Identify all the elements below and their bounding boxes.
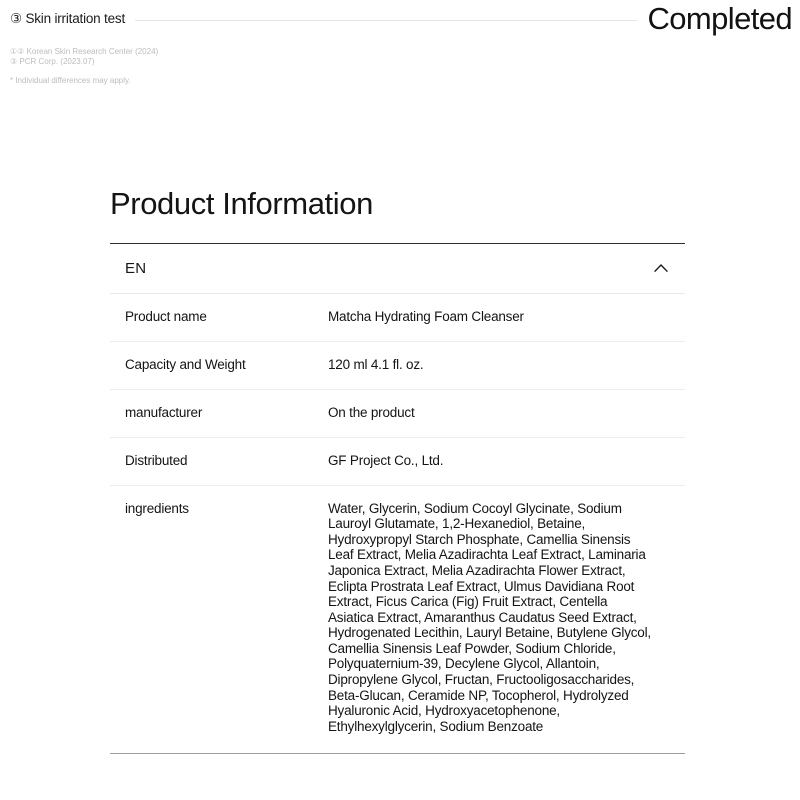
row-label-distributed: Distributed	[125, 452, 188, 468]
language-accordion-header[interactable]	[110, 244, 685, 294]
row-value-product-name: Matcha Hydrating Foam Cleanser	[328, 308, 524, 324]
test-status-value: Completed	[647, 1, 792, 36]
leader-line	[135, 20, 637, 21]
product-info-table	[110, 243, 685, 755]
table-row	[110, 342, 685, 390]
row-label-capacity: Capacity and Weight	[125, 356, 246, 372]
row-value-capacity: 120 ml 4.1 fl. oz.	[328, 356, 424, 372]
row-label-manufacturer: manufacturer	[125, 404, 203, 420]
footnote-line-1: ①② Korean Skin Research Center (2024)	[10, 46, 159, 56]
table-row	[110, 438, 685, 486]
row-value-manufacturer: On the product	[328, 404, 415, 420]
test-name-label: ③ Skin irritation test	[10, 11, 125, 27]
table-row	[110, 390, 685, 438]
row-label-ingredients: ingredients	[125, 500, 189, 516]
test-footnotes	[10, 47, 800, 68]
test-result-row	[0, 0, 800, 36]
row-label-product-name: Product name	[125, 308, 207, 324]
language-label: EN	[125, 259, 147, 277]
row-value-ingredients: Water, Glycerin, Sodium Cocoyl Glycinate, Sodium Lauroyl Glutamate, 1,2-Hexanediol, Betaine, Hydroxypropyl Starch Phosphate, Camellia Sinensis Leaf Extract, Melia Azadirachta Leaf Extract, Laminaria Japonica Extract, Melia Azadirachta Flower Extract, Eclipta Prostrata Leaf Extract, Ulmus Davidiana Root Extract, Ficus Carica (Fig) Fruit Extract, Centella Asiatica Extract, Amaranthus Caudatus Seed Extract, Hydrogenated Lecithin, Lauryl Betaine, Butylene Glycol, Camellia Sinensis Leaf Powder, Sodium Chloride, Polyquaternium-39, Decylene Glycol, Allantoin, Dipropylene Glycol, Fructan, Fructooligosaccharides, Beta-Glucan, Ceramide NP, Tocopherol, Hydrolyzed Hyaluronic Acid, Hydroxyacetophenone, Ethylhexylglycerin, Sodium Benzoate	[328, 500, 651, 734]
table-row	[110, 294, 685, 342]
footnote-line-2: ③ PCR Corp. (2023.07)	[10, 57, 95, 67]
chevron-up-icon[interactable]	[653, 263, 669, 273]
disclaimer-text: * Individual differences may apply.	[10, 75, 131, 85]
row-value-distributed: GF Project Co., Ltd.	[328, 452, 444, 468]
page-title: Product Information	[110, 185, 373, 221]
table-row	[110, 486, 685, 754]
